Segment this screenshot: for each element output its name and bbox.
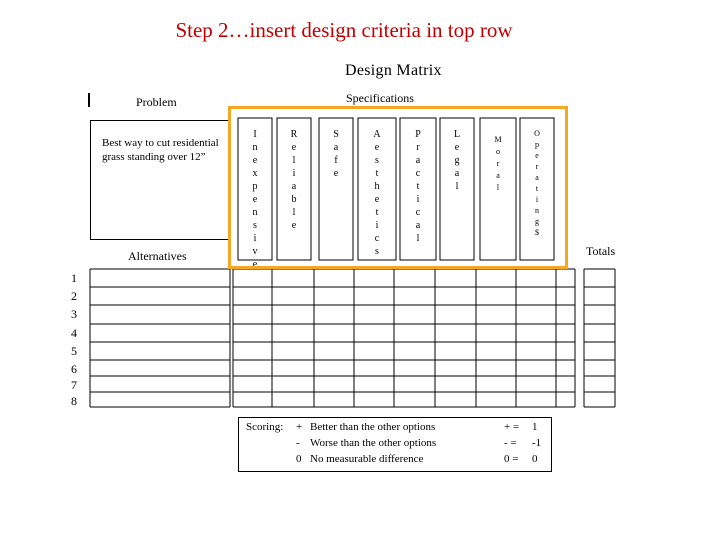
criteria-letter: e: [291, 142, 297, 153]
criteria-letter: L: [453, 129, 461, 140]
scoring-symbol: -: [296, 437, 300, 449]
criteria-letter: a: [454, 168, 460, 179]
criteria-letter: g: [454, 155, 460, 166]
criteria-letter: c: [415, 207, 421, 218]
criteria-letter: c: [415, 168, 421, 179]
scoring-text: Better than the other options: [310, 421, 436, 433]
criteria-letter: a: [496, 171, 500, 180]
criteria-letter: a: [333, 142, 339, 153]
row-number: 2: [71, 289, 77, 303]
criteria-letter: p: [252, 181, 258, 192]
scoring-equals: + =: [504, 421, 520, 433]
criteria-letter: r: [416, 142, 420, 153]
criteria-letter: e: [535, 151, 539, 160]
totals-label: Totals: [586, 244, 616, 258]
criteria-letter: I: [253, 129, 257, 140]
criteria-letter: f: [334, 155, 338, 166]
criteria-letter: O: [534, 129, 540, 138]
criteria-letter: l: [292, 155, 296, 166]
criteria-letter: p: [535, 140, 539, 149]
criteria-letter: t: [375, 207, 379, 218]
criteria-letter: e: [252, 194, 258, 205]
criteria-letter: e: [333, 168, 339, 179]
alternatives-label: Alternatives: [128, 249, 187, 263]
criteria-letter: P: [415, 129, 421, 140]
criteria-letter: h: [374, 181, 380, 192]
criteria-letter: e: [374, 194, 380, 205]
criteria-letter: n: [252, 142, 258, 153]
criteria-letter: e: [291, 220, 297, 231]
criteria-letter: i: [253, 233, 257, 244]
scoring-value: 1: [532, 421, 538, 433]
scoring-value: -1: [532, 437, 542, 449]
criteria-letter: n: [252, 207, 258, 218]
scoring-text: Worse than the other options: [310, 437, 437, 449]
row-number: 7: [71, 378, 77, 392]
specifications-label: Specifications: [346, 91, 414, 105]
scoring-equals: - =: [504, 437, 517, 449]
row-number: 5: [71, 344, 77, 358]
criteria-letter: e: [252, 155, 258, 166]
criteria-letter: A: [373, 129, 381, 140]
criteria-letter: i: [292, 168, 296, 179]
criteria-letter: S: [333, 129, 339, 140]
scoring-equals: 0 =: [504, 453, 519, 465]
criteria-letter: s: [253, 220, 257, 231]
criteria-letter: a: [291, 181, 297, 192]
criteria-letter: i: [375, 220, 379, 231]
criteria-letter: s: [375, 155, 379, 166]
criteria-letter: l: [455, 181, 459, 192]
criteria-letter: e: [252, 259, 258, 270]
scoring-heading: Scoring:: [246, 421, 284, 433]
criteria-letter: e: [374, 142, 380, 153]
criteria-letter: v: [252, 246, 258, 257]
slide-title: Step 2…insert design criteria in top row: [175, 18, 513, 42]
criteria-letter: $: [535, 228, 539, 237]
criteria-letter: n: [535, 206, 539, 215]
row-number: 8: [71, 394, 77, 408]
scoring-value: 0: [532, 453, 538, 465]
criteria-letter: a: [415, 220, 421, 231]
row-number: 1: [71, 271, 77, 285]
criteria-letter: t: [375, 168, 379, 179]
criteria-letter: b: [291, 194, 297, 205]
criteria-letter: a: [535, 173, 539, 182]
scoring-symbol: 0: [296, 453, 302, 465]
row-number: 6: [71, 362, 77, 376]
problem-label: Problem: [136, 95, 177, 109]
criteria-letter: i: [535, 195, 539, 204]
criteria-letter: l: [292, 207, 296, 218]
criteria-highlight: [228, 106, 568, 269]
matrix-title: Design Matrix: [345, 62, 442, 79]
criteria-letter: r: [535, 162, 539, 171]
problem-text: Best way to cut residential grass standing over 12”: [102, 137, 219, 163]
criteria-letter: g: [535, 217, 539, 226]
criteria-letter: i: [416, 194, 420, 205]
criteria-letter: l: [496, 183, 500, 192]
criteria-letter: o: [496, 147, 500, 156]
criteria-letter: a: [415, 155, 421, 166]
criteria-letter: R: [290, 129, 298, 140]
criteria-letter: e: [454, 142, 460, 153]
criteria-letter: r: [496, 159, 500, 168]
row-number: 3: [71, 307, 77, 321]
scoring-symbol: +: [296, 421, 303, 433]
scoring-text: No measurable difference: [310, 453, 424, 465]
criteria-letter: c: [374, 233, 380, 244]
criteria-letter: x: [252, 168, 258, 179]
criteria-letter: M: [494, 135, 502, 144]
criteria-letter: t: [535, 184, 539, 193]
row-number: 4: [71, 326, 77, 340]
criteria-letter: l: [416, 233, 420, 244]
criteria-letter: t: [416, 181, 420, 192]
criteria-letter: s: [375, 246, 379, 257]
